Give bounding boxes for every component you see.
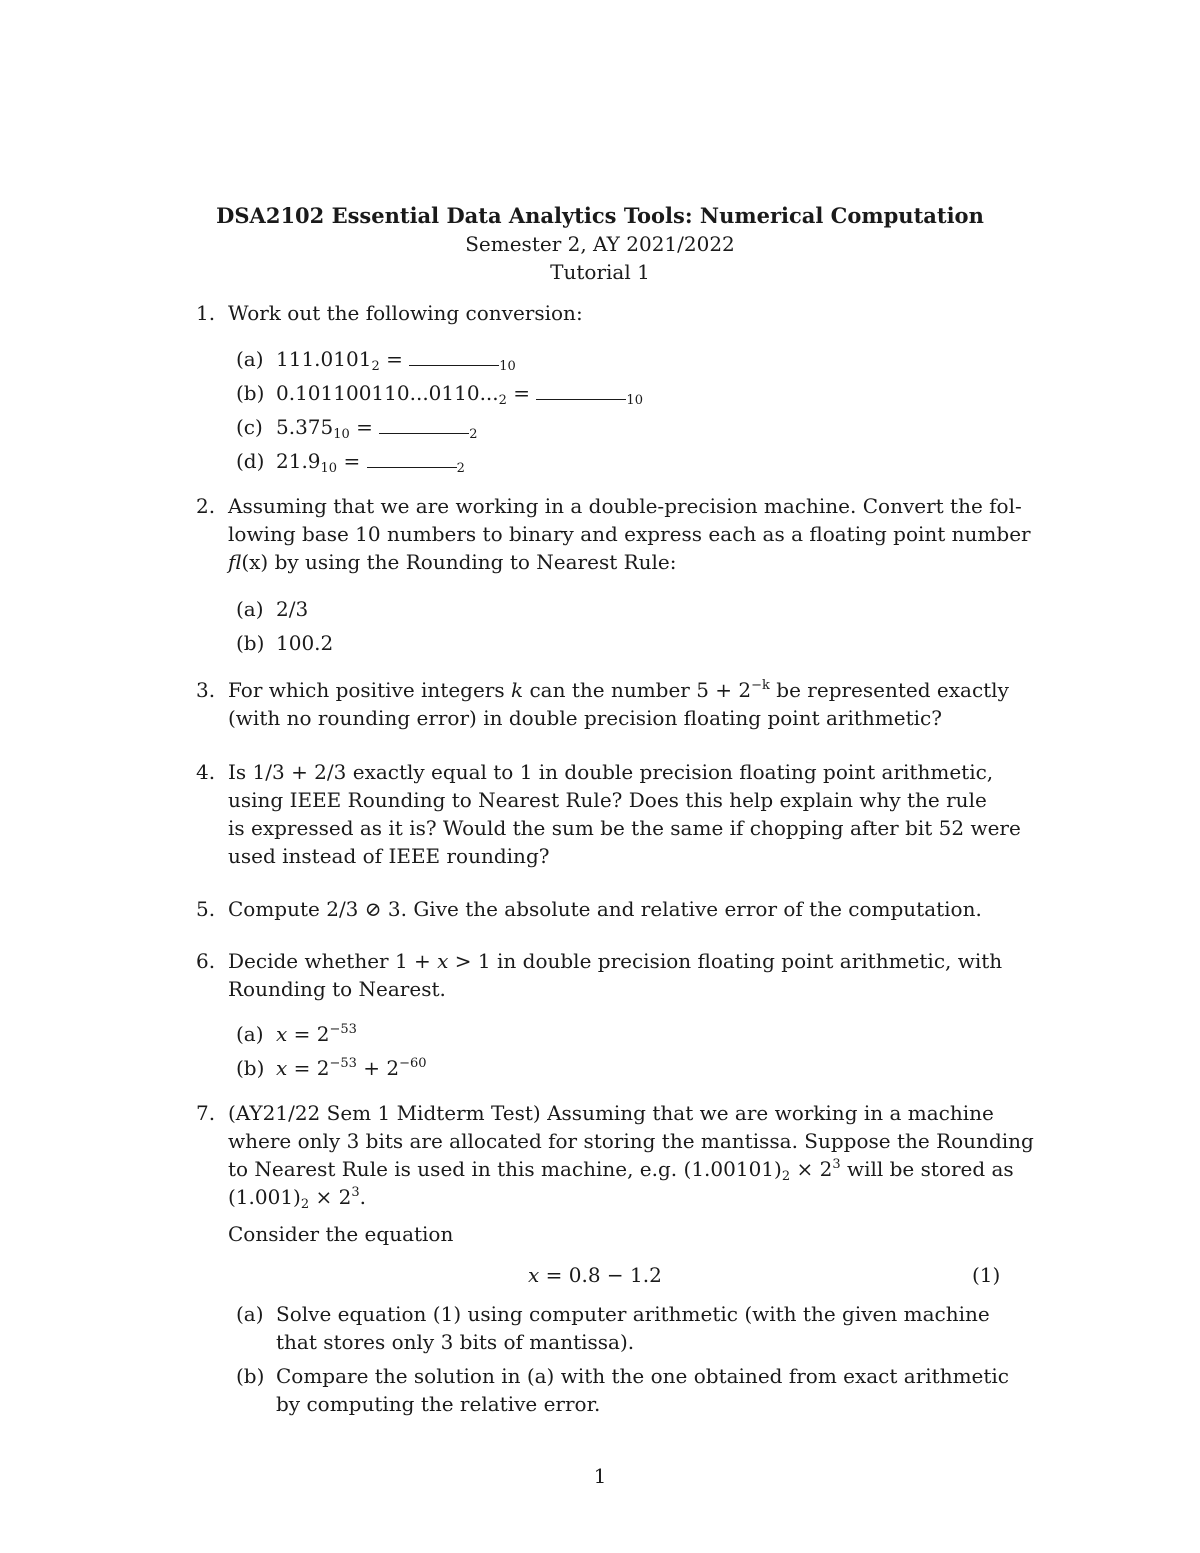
q1b-target: 10: [626, 393, 643, 408]
q6-line1: [228, 947, 1002, 975]
q3-k: k: [510, 678, 524, 702]
q6-line1-pre: Decide whether 1 +: [228, 949, 438, 973]
q6-line2: Rounding to Nearest.: [228, 977, 446, 1001]
q1c-item: [276, 413, 478, 441]
q3-number: 3.: [196, 678, 216, 702]
q7-consider: Consider the equation: [228, 1222, 454, 1246]
document-title: DSA2102 Essential Data Analytics Tools: Numerical Computation: [216, 203, 984, 228]
q1b-equals: =: [513, 381, 531, 405]
q4-line2: using IEEE Rounding to Nearest Rule? Does this help explain why the rule: [228, 788, 987, 812]
q7-eq-rest: = 0.8 − 1.2: [539, 1263, 662, 1287]
q1a-equals: =: [386, 347, 403, 371]
page-number: 1: [593, 1464, 607, 1488]
tutorial-line: Tutorial 1: [550, 260, 650, 284]
q6-x: x: [437, 949, 449, 973]
q6-line1-post: > 1 in double precision floating point arithmetic, with: [448, 949, 1003, 973]
q4-number: 4.: [196, 760, 216, 784]
q6b-x: x: [276, 1056, 288, 1080]
q7-line4-sub: 2: [300, 1197, 310, 1212]
q7-line4-post: .: [359, 1185, 366, 1209]
q7-equation-number: (1): [972, 1263, 1001, 1287]
q6-number: 6.: [196, 949, 216, 973]
q7a-line2: that stores only 3 bits of mantissa).: [276, 1330, 635, 1354]
q6b-exponent2: −60: [399, 1056, 427, 1071]
q5-number: 5.: [196, 897, 216, 921]
q3-line1-post: be represented exactly: [769, 678, 1009, 702]
q7-line3-pre: to Nearest Rule is used in this machine, e.g. (1.00101): [228, 1157, 782, 1181]
q1a-base: 2: [371, 359, 380, 374]
q1c-value: 5.375: [276, 415, 334, 439]
q6a-pre: = 2: [287, 1022, 330, 1046]
q7b-line2: by computing the relative error.: [276, 1392, 601, 1416]
q1d-blank: [367, 449, 457, 468]
q1a-item: [276, 345, 516, 373]
q6b-exponent1: −53: [329, 1056, 357, 1071]
q6b-item: [276, 1054, 427, 1082]
q2-x: (x): [241, 550, 269, 574]
q3-line1-pre: For which positive integers: [228, 678, 511, 702]
q7-line4-pre: (1.001): [228, 1185, 301, 1209]
q7-line3-exp: 3: [832, 1157, 841, 1172]
q2-line2: lowing base 10 numbers to binary and express each as a floating point number: [228, 522, 1031, 546]
q2-line3-rest: by using the Rounding to Nearest Rule:: [268, 550, 677, 574]
semester-line: Semester 2, AY 2021/2022: [465, 232, 735, 256]
q7-line2: where only 3 bits are allocated for storing the mantissa. Suppose the Rounding: [228, 1129, 1034, 1153]
q1d-base: 10: [320, 461, 338, 476]
q5-text: Compute 2/3 ⊘ 3. Give the absolute and relative error of the computation.: [228, 897, 982, 921]
q7a-line1: Solve equation (1) using computer arithmetic (with the given machine: [276, 1302, 990, 1326]
q1c-base: 10: [333, 427, 350, 442]
q1d-label: (d): [236, 449, 265, 473]
q1c-equals: =: [356, 415, 373, 439]
q7-line3-sub: 2: [781, 1169, 791, 1184]
q3-line2: (with no rounding error) in double precision floating point arithmetic?: [228, 706, 942, 730]
q2a-label: (a): [236, 597, 264, 621]
q1-number: 1.: [196, 301, 216, 325]
q2a-text: 2/3: [276, 597, 309, 621]
q7-line3-times: × 2: [790, 1157, 833, 1181]
q4-line1: Is 1/3 + 2/3 exactly equal to 1 in double precision floating point arithmetic,: [228, 760, 994, 784]
q6a-item: [276, 1020, 357, 1048]
q1d-value: 21.9: [276, 449, 321, 473]
q3-line1-mid: can the number 5 + 2: [523, 678, 752, 702]
q1d-equals: =: [343, 449, 361, 473]
q1b-label: (b): [236, 381, 265, 405]
q1-text: Work out the following conversion:: [228, 301, 583, 325]
q2b-text: 100.2: [276, 631, 334, 655]
q6a-label: (a): [236, 1022, 264, 1046]
q6b-mid: + 2: [356, 1056, 400, 1080]
q1a-label: (a): [236, 347, 264, 371]
q7a-label: (a): [236, 1302, 264, 1326]
q1c-target: 2: [469, 427, 478, 442]
q7-line4-exp: 3: [351, 1185, 360, 1200]
q7b-label: (b): [236, 1364, 265, 1388]
q4-line3: is expressed as it is? Would the sum be the same if chopping after bit 52 were: [228, 816, 1021, 840]
q2-fl: fl: [228, 550, 242, 574]
q6b-label: (b): [236, 1056, 265, 1080]
q7-line4: [228, 1183, 366, 1211]
q2-line1: Assuming that we are working in a double-precision machine. Convert the fol-: [228, 494, 1022, 518]
q6b-pre: = 2: [287, 1056, 330, 1080]
q7-number: 7.: [196, 1101, 216, 1125]
q7-eq-x: x: [528, 1263, 540, 1287]
q2b-label: (b): [236, 631, 265, 655]
q7-line1: (AY21/22 Sem 1 Midterm Test) Assuming that we are working in a machine: [228, 1101, 994, 1125]
q1a-blank: [409, 347, 499, 366]
q7-line3: [228, 1155, 1014, 1183]
q7-line3-post: will be stored as: [840, 1157, 1014, 1181]
q1a-target: 10: [499, 359, 516, 374]
q1a-value: 111.0101: [276, 347, 372, 371]
q1d-target: 2: [456, 461, 465, 476]
q2-number: 2.: [196, 494, 216, 518]
q2-line3: [228, 548, 677, 576]
q3-exponent: −k: [751, 678, 770, 693]
q1b-base: 2: [498, 393, 507, 408]
q3-line1: [228, 676, 1009, 704]
q7-equation: [528, 1261, 662, 1289]
q1c-blank: [379, 415, 469, 434]
q6a-x: x: [276, 1022, 288, 1046]
q1b-value: 0.101100110...0110...: [276, 381, 499, 405]
q7b-line1: Compare the solution in (a) with the one obtained from exact arithmetic: [276, 1364, 1010, 1388]
q1b-item: [276, 379, 643, 407]
q4-line4: used instead of IEEE rounding?: [228, 844, 550, 868]
q1c-label: (c): [236, 415, 263, 439]
q1b-blank: [536, 381, 626, 400]
q7-line4-times: × 2: [309, 1185, 352, 1209]
q1d-item: [276, 447, 465, 475]
q6a-exponent: −53: [329, 1022, 357, 1037]
